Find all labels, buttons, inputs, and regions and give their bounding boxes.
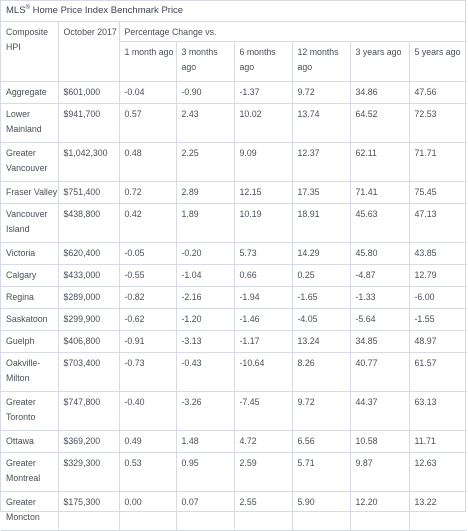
change-value: -4.05 [292, 309, 350, 331]
change-value: 48.97 [409, 331, 467, 353]
change-value: 75.45 [409, 182, 467, 204]
table-row [1, 453, 467, 492]
region-name: Oakville-Milton [1, 353, 58, 392]
benchmark-price: $433,000 [58, 265, 119, 287]
change-value: -1.04 [176, 265, 234, 287]
change-value: -0.55 [119, 265, 176, 287]
region-name: Saskatoon [1, 309, 58, 331]
change-value: 14.29 [292, 243, 350, 265]
change-value: 0.95 [176, 453, 234, 492]
change-value: 45.80 [350, 243, 409, 265]
header-composite: Composite HPI [1, 22, 58, 82]
change-value: -2.16 [176, 287, 234, 309]
table-row [1, 143, 467, 182]
change-value: 0.53 [119, 453, 176, 492]
change-value: 6.56 [292, 431, 350, 453]
change-value: 9.87 [350, 453, 409, 492]
benchmark-price: $751,400 [58, 182, 119, 204]
change-value: 12.15 [234, 182, 292, 204]
header-date: October 2017 [58, 22, 119, 82]
change-value: 1.89 [176, 204, 234, 243]
change-value: 0.72 [119, 182, 176, 204]
header-period: 3 months ago [176, 42, 234, 82]
header-period: 12 months ago [292, 42, 350, 82]
change-value: 2.89 [176, 182, 234, 204]
table-row [1, 431, 467, 453]
change-value: 61.57 [409, 353, 467, 392]
change-value: 0.66 [234, 265, 292, 287]
benchmark-price: $406,800 [58, 331, 119, 353]
table-row [1, 182, 467, 204]
region-name: Regina [1, 287, 58, 309]
change-value: -1.37 [234, 82, 292, 104]
change-value: 4.72 [234, 431, 292, 453]
change-value: 47.13 [409, 204, 467, 243]
change-value: -6.00 [409, 287, 467, 309]
change-value: 72.53 [409, 104, 467, 143]
change-value: -0.05 [119, 243, 176, 265]
change-value: -0.82 [119, 287, 176, 309]
caption-prefix: MLS [6, 5, 26, 16]
header-period: 5 years ago [409, 42, 467, 82]
change-value: 9.72 [292, 392, 350, 431]
change-value: 10.02 [234, 104, 292, 143]
caption-suffix: Home Price Index Benchmark Price [29, 5, 184, 16]
change-value: 9.72 [292, 82, 350, 104]
change-value: -1.94 [234, 287, 292, 309]
table-row [1, 82, 467, 104]
change-value: 10.19 [234, 204, 292, 243]
table-row [1, 331, 467, 353]
change-value: 12.37 [292, 143, 350, 182]
change-value: -5.64 [350, 309, 409, 331]
change-value: 17.35 [292, 182, 350, 204]
region-name: Guelph [1, 331, 58, 353]
change-value: -0.62 [119, 309, 176, 331]
change-value: -0.43 [176, 353, 234, 392]
change-value: 12.20 [350, 492, 409, 531]
table-row [1, 287, 467, 309]
region-name: Ottawa [1, 431, 58, 453]
change-value: 2.25 [176, 143, 234, 182]
change-value: 45.63 [350, 204, 409, 243]
table-row [1, 204, 467, 243]
change-value: 5.73 [234, 243, 292, 265]
benchmark-price: $747,800 [58, 392, 119, 431]
change-value: 2.59 [234, 453, 292, 492]
change-value: -1.20 [176, 309, 234, 331]
region-name: Greater Moncton [1, 492, 58, 531]
hpi-table [1, 22, 467, 531]
benchmark-price: $369,200 [58, 431, 119, 453]
change-value: 63.13 [409, 392, 467, 431]
benchmark-price: $329,300 [58, 453, 119, 492]
registered-mark: ® [25, 5, 30, 11]
table-row [1, 353, 467, 392]
benchmark-price: $438,800 [58, 204, 119, 243]
change-value: 0.07 [176, 492, 234, 531]
change-value: 34.86 [350, 82, 409, 104]
change-value: 47.56 [409, 82, 467, 104]
change-value: -10.64 [234, 353, 292, 392]
change-value: -3.13 [176, 331, 234, 353]
table-row [1, 104, 467, 143]
region-name: Greater Montreal [1, 453, 58, 492]
change-value: 0.49 [119, 431, 176, 453]
change-value: 0.00 [119, 492, 176, 531]
table-row [1, 243, 467, 265]
change-value: 11.71 [409, 431, 467, 453]
change-value: 62.11 [350, 143, 409, 182]
change-value: 34.85 [350, 331, 409, 353]
change-value: -3.26 [176, 392, 234, 431]
header-period: 1 month ago [119, 42, 176, 82]
change-value: -1.55 [409, 309, 467, 331]
benchmark-price: $941,700 [58, 104, 119, 143]
change-value: 18.91 [292, 204, 350, 243]
change-value: 13.24 [292, 331, 350, 353]
change-value: -0.73 [119, 353, 176, 392]
region-name: Aggregate [1, 82, 58, 104]
change-value: 9.09 [234, 143, 292, 182]
change-value: -7.45 [234, 392, 292, 431]
change-value: -1.33 [350, 287, 409, 309]
change-value: 0.42 [119, 204, 176, 243]
region-name: Victoria [1, 243, 58, 265]
change-value: -1.46 [234, 309, 292, 331]
change-value: -4.87 [350, 265, 409, 287]
change-value: -0.91 [119, 331, 176, 353]
change-value: 5.71 [292, 453, 350, 492]
benchmark-price: $299,900 [58, 309, 119, 331]
change-value: 0.48 [119, 143, 176, 182]
change-value: -0.04 [119, 82, 176, 104]
region-name: Lower Mainland [1, 104, 58, 143]
change-value: 2.55 [234, 492, 292, 531]
benchmark-price: $175,300 [58, 492, 119, 531]
change-value: 71.71 [409, 143, 467, 182]
change-value: 64.52 [350, 104, 409, 143]
header-pct-change: Percentage Change vs. [119, 22, 467, 42]
change-value: 13.22 [409, 492, 467, 531]
table-row [1, 392, 467, 431]
change-value: 2.43 [176, 104, 234, 143]
region-name: Fraser Valley [1, 182, 58, 204]
table-row [1, 265, 467, 287]
change-value: 43.85 [409, 243, 467, 265]
change-value: 5.90 [292, 492, 350, 531]
table-caption [1, 1, 465, 22]
table-row [1, 309, 467, 331]
change-value: 13.74 [292, 104, 350, 143]
benchmark-price: $289,000 [58, 287, 119, 309]
header-period: 3 years ago [350, 42, 409, 82]
benchmark-price: $620,400 [58, 243, 119, 265]
change-value: 12.79 [409, 265, 467, 287]
benchmark-price: $1,042,300 [58, 143, 119, 182]
change-value: 12.63 [409, 453, 467, 492]
change-value: -1.65 [292, 287, 350, 309]
region-name: Greater Vancouver [1, 143, 58, 182]
region-name: Calgary [1, 265, 58, 287]
change-value: -1.17 [234, 331, 292, 353]
change-value: 8.26 [292, 353, 350, 392]
change-value: 0.25 [292, 265, 350, 287]
change-value: -0.40 [119, 392, 176, 431]
benchmark-price: $703,400 [58, 353, 119, 392]
change-value: 0.57 [119, 104, 176, 143]
change-value: 44.37 [350, 392, 409, 431]
header-period: 6 months ago [234, 42, 292, 82]
change-value: -0.90 [176, 82, 234, 104]
region-name: Vancouver Island [1, 204, 58, 243]
change-value: 1.48 [176, 431, 234, 453]
change-value: -0.20 [176, 243, 234, 265]
change-value: 40.77 [350, 353, 409, 392]
benchmark-price: $601,000 [58, 82, 119, 104]
change-value: 10.58 [350, 431, 409, 453]
region-name: Greater Toronto [1, 392, 58, 431]
table-row [1, 492, 467, 531]
change-value: 71.41 [350, 182, 409, 204]
